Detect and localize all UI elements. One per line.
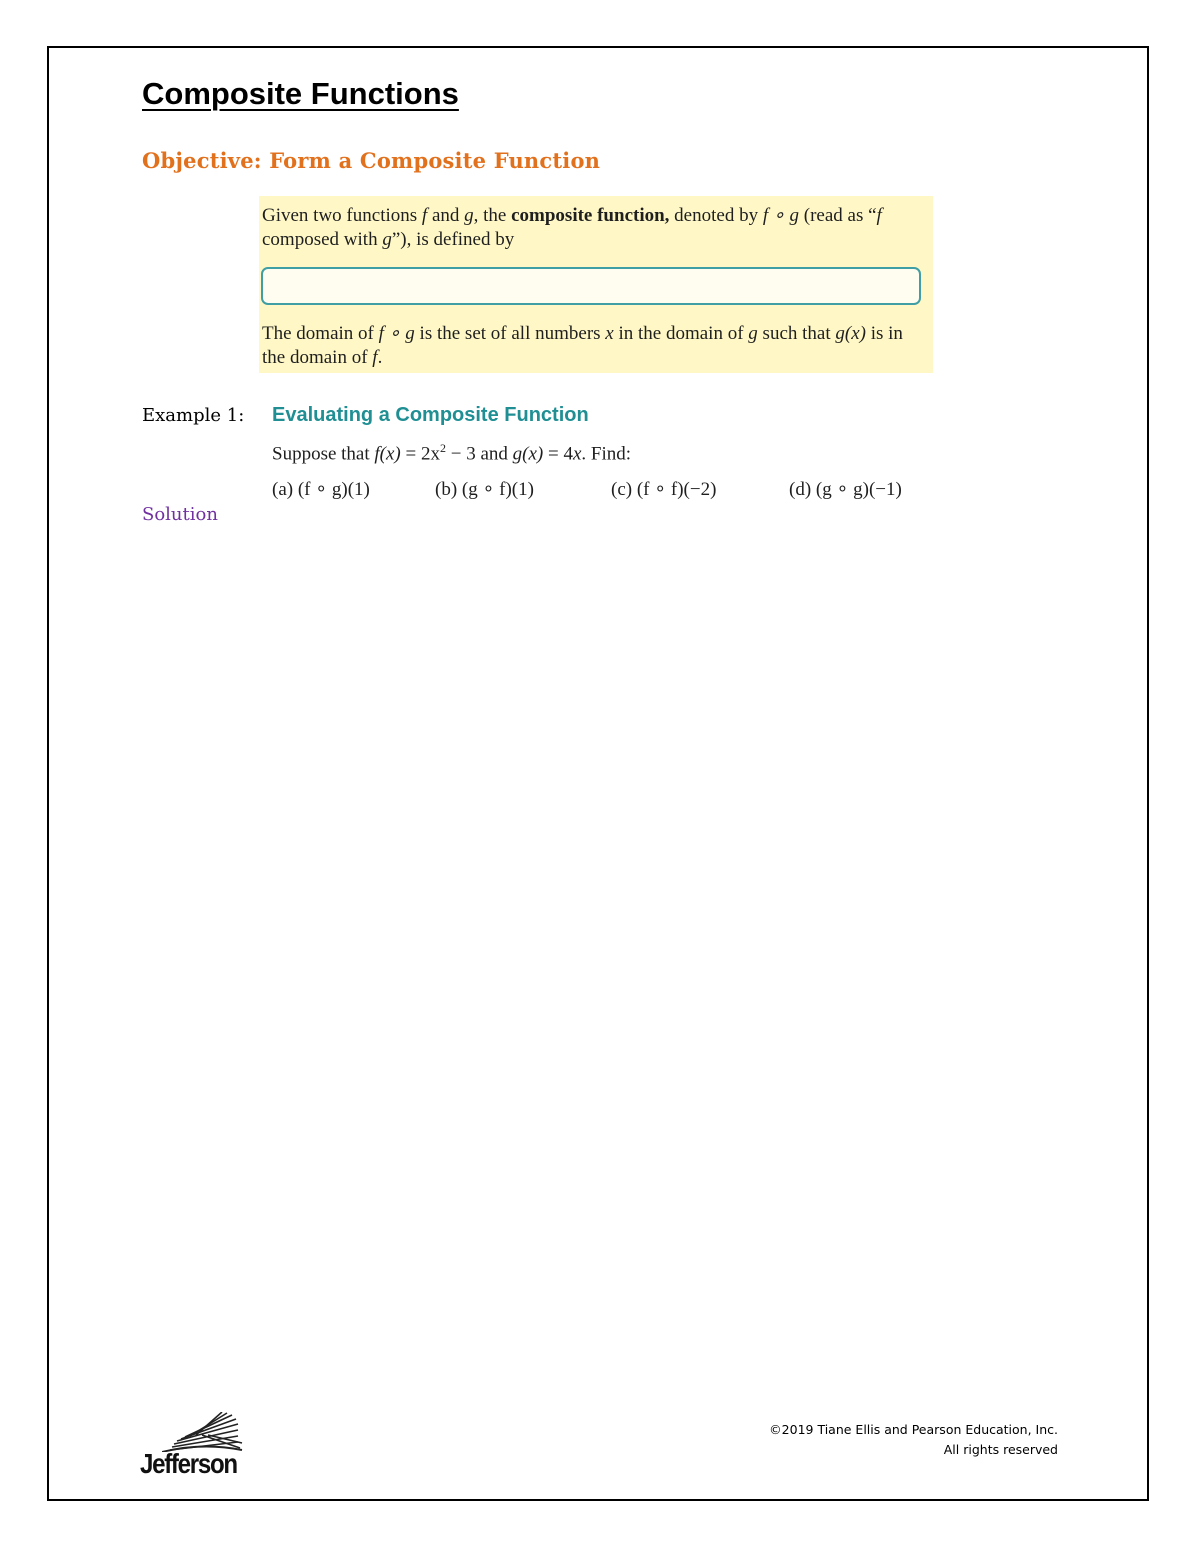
def-read-as: (read as “	[799, 205, 877, 226]
def-g2: g	[382, 229, 392, 250]
copyright-footer	[769, 1420, 1058, 1460]
logo-wordmark: Jefferson	[140, 1448, 237, 1479]
dom-gx: g(x)	[835, 323, 866, 344]
solution-label: Solution	[142, 504, 218, 525]
dom-4: such that	[757, 323, 836, 344]
domain-text	[262, 322, 926, 370]
copyright-line-2: All rights reserved	[943, 1442, 1058, 1457]
def-and: and	[427, 205, 465, 226]
def-g: g	[464, 205, 474, 226]
def-text-1: Given two functions	[262, 205, 422, 226]
page-title: Composite Functions	[142, 76, 459, 111]
example-part-c: (c) (f ∘ f)(−2)	[611, 479, 717, 500]
dom-5: is in the domain of	[262, 323, 903, 368]
prompt-gx: g(x)	[512, 443, 544, 465]
example-part-a: (a) (f ∘ g)(1)	[272, 479, 370, 500]
formula-blank-field[interactable]	[261, 267, 921, 305]
copyright-line-1: ©2019 Tiane Ellis and Pearson Education, Inc.	[769, 1422, 1058, 1437]
dom-3: in the domain of	[613, 323, 749, 344]
dom-g: g	[748, 323, 758, 344]
example-part-d: (d) (g ∘ g)(−1)	[789, 479, 902, 500]
def-comma-the: , the	[473, 205, 512, 226]
prompt-d: = 4	[543, 443, 573, 465]
objective-heading: Objective: Form a Composite Function	[142, 148, 601, 173]
def-composed: composed with	[262, 229, 383, 250]
prompt-fx: f(x)	[374, 443, 401, 465]
jefferson-logo	[140, 1412, 258, 1484]
sunburst-icon	[162, 1412, 258, 1452]
prompt-a: Suppose that	[272, 443, 375, 465]
dom-2: is the set of all numbers	[414, 323, 606, 344]
def-fog: f ∘ g	[762, 205, 800, 226]
prompt-x: x	[572, 443, 582, 465]
dom-f: f	[372, 347, 378, 368]
prompt-b: = 2x	[400, 443, 440, 465]
dom-end: .	[377, 347, 383, 368]
example-part-b: (b) (g ∘ f)(1)	[435, 479, 534, 500]
prompt-c: − 3 and	[445, 443, 513, 465]
example-title: Evaluating a Composite Function	[272, 404, 589, 426]
example-prompt	[272, 441, 631, 465]
def-f2: f	[876, 205, 882, 226]
def-defined-by: ”), is defined by	[391, 229, 515, 250]
def-f: f	[421, 205, 428, 226]
def-denoted: denoted by	[669, 205, 763, 226]
def-bold-term: composite function,	[511, 205, 670, 226]
example-label: Example 1:	[142, 405, 245, 426]
dom-x: x	[605, 323, 614, 344]
prompt-sup: 2	[439, 441, 446, 455]
definition-text	[262, 204, 926, 252]
dom-1: The domain of	[262, 323, 379, 344]
definition-box	[259, 196, 933, 373]
dom-fog: f ∘ g	[378, 323, 415, 344]
prompt-e: . Find:	[581, 443, 632, 465]
